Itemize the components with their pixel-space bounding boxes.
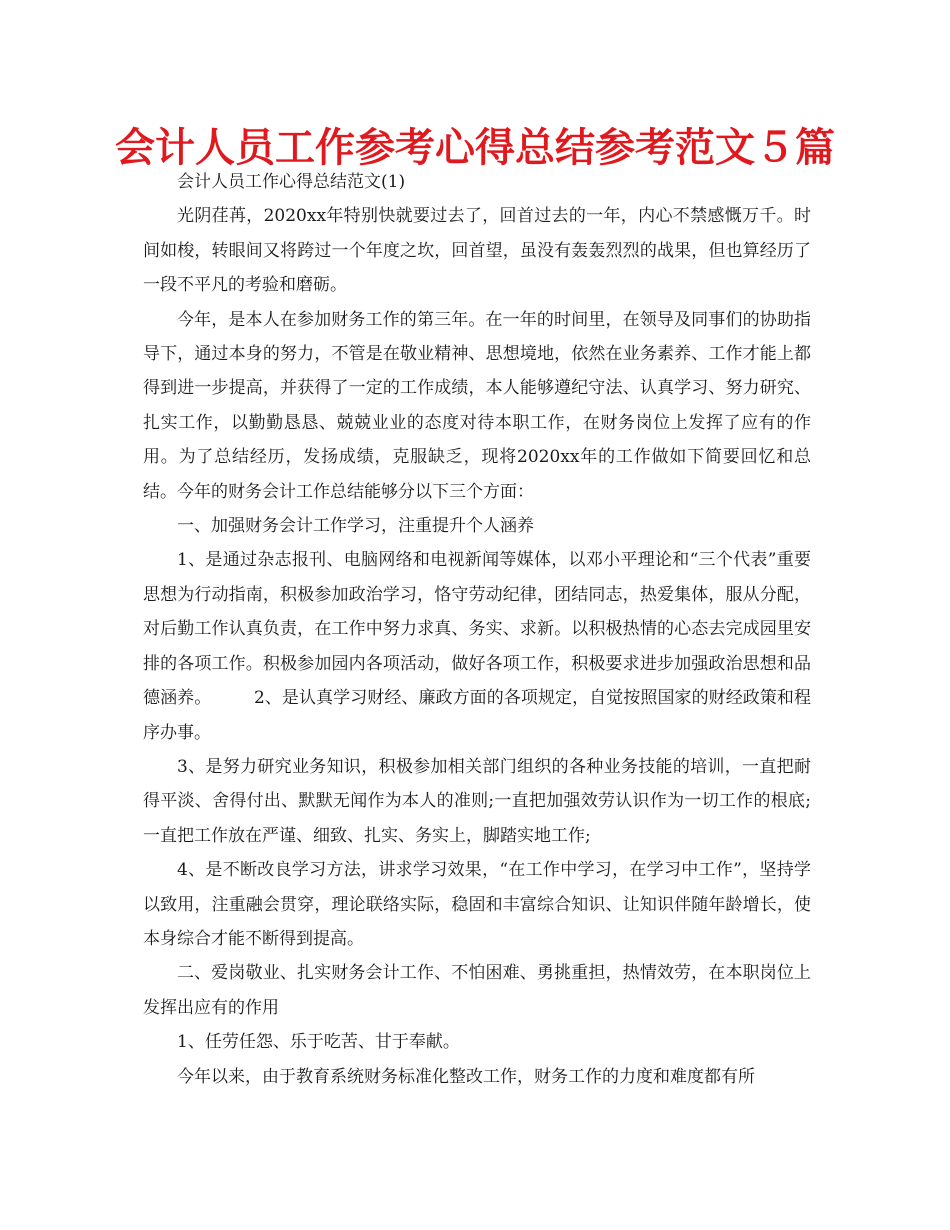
paragraph: 光阴荏苒，2020xx年特别快就要过去了，回首过去的一年，内心不禁感慨万千。时间如梭，转眼间又将跨过一个年度之坎，回首望，虽没有轰轰烈烈的战果，但也算经历了一段不平凡的考验和磨砺。 [143, 206, 811, 296]
paragraph-subtitle: 会计人员工作心得总结范文(1) [177, 172, 406, 192]
section-heading: 一、加强财务会计工作学习，注重提升个人涵养 [177, 516, 534, 537]
document-title: 会计人员工作参考心得总结参考范文５篇 [115, 125, 835, 171]
paragraph: 今年以来，由于教育系统财务标准化整改工作，财务工作的力度和难度都有所 [177, 1066, 755, 1087]
paragraph: 3、是努力研究业务知识，积极参加相关部门组织的各种业务技能的培训，一直把耐得平淡、舍得付出、默默无闻作为本人的准则;一直把加强效劳认识作为一切工作的根底;一直把工作放在严谨、细致、扎实、务实上，脚踏实地工作; [143, 756, 811, 846]
document-body [143, 165, 811, 1094]
paragraph: 1、任劳任怨、乐于吃苦、甘于奉献。 [177, 1032, 460, 1053]
paragraph: 1、是通过杂志报刊、电脑网络和电视新闻等媒体，以邓小平理论和“三个代表”重要思想为行动指南，积极参加政治学习，恪守劳动纪律，团结同志，热爱集体，服从分配，对后勤工作认真负责，在工作中努力求真、务实、求新。以积极热情的心态去完成园里安排的各项工作。积极参加园内各项活动，做好各项工作，积极要求进步加强政治思想和品德涵养。 2、是认真学习财经、廉政方面的各项规定，自觉按照国家的财经政策和程序办事。 [143, 550, 811, 743]
paragraph: 4、是不断改良学习方法，讲求学习效果，“在工作中学习，在学习中工作”，坚持学以致用，注重融会贯穿，理论联络实际，稳固和丰富综合知识、让知识伴随年龄增长，使本身综合才能不断得到提高。 [143, 860, 811, 949]
section-heading: 二、爱岗敬业、扎实财务会计工作、不怕困难、勇挑重担，热情效劳，在本职岗位上发挥出应有的作用 [143, 963, 811, 1018]
paragraph: 今年，是本人在参加财务工作的第三年。在一年的时间里，在领导及同事们的协助指导下，通过本身的努力，不管是在敬业精神、思想境地，依然在业务素养、工作才能上都得到进一步提高，并获得了一定的工作成绩，本人能够遵纪守法、认真学习、努力研究、扎实工作，以勤勤恳恳、兢兢业业的态度对待本职工作，在财务岗位上发挥了应有的作用。为了总结经历，发扬成绩，克服缺乏，现将2020xx年的工作做如下简要回忆和总结。今年的财务会计工作总结能够分以下三个方面： [143, 309, 811, 502]
